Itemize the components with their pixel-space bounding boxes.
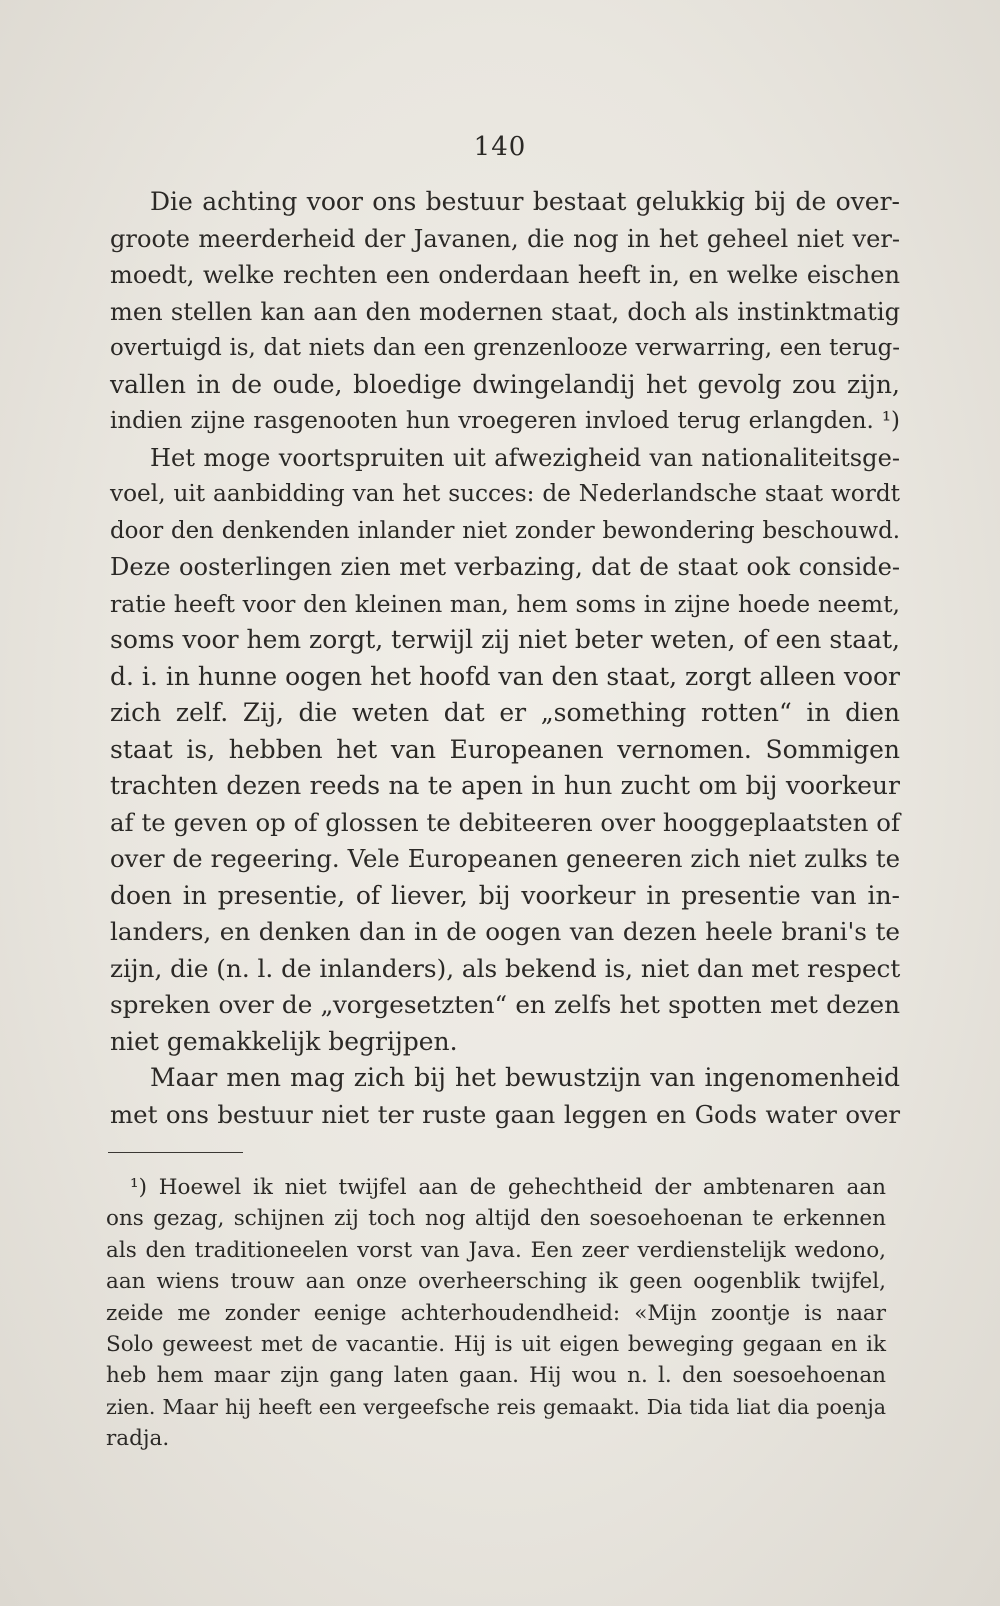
body-text <box>110 184 900 1133</box>
footnotes <box>106 1172 886 1455</box>
footnote-line: radja. <box>106 1426 170 1452</box>
footnote-line: ¹) Hoewel ik niet twijfel aan de gehechtheid der ambtenaren aan <box>130 1175 886 1200</box>
text-line: af te geven op of glossen te debiteeren over hooggeplaatsten of <box>110 807 900 837</box>
footnote-line: zien. Maar hij heeft een vergeefsche reis gemaakt. Dia tida liat dia poenja <box>106 1394 886 1419</box>
text-line: d. i. in hunne oogen het hoofd van den staat, zorgt alleen voor <box>110 661 900 691</box>
text-line: trachten dezen reeds na te apen in hun zucht om bij voorkeur <box>110 771 900 800</box>
text-line: soms voor hem zorgt, terwijl zij niet beter weten, of een staat, <box>110 625 900 654</box>
text-line: groote meerderheid der Javanen, die nog in het geheel niet ver- <box>110 224 900 253</box>
text-line: spreken over de „vorgesetzten“ en zelfs het spotten met dezen <box>110 990 900 1019</box>
text-line: niet gemakkelijk begrijpen. <box>110 1026 458 1056</box>
text-line: moedt, welke rechten een onderdaan heeft in, en welke eischen <box>110 261 900 289</box>
text-line: Die achting voor ons bestuur bestaat gelukkig bij de over- <box>150 187 900 216</box>
text-line: overtuigd is, dat niets dan een grenzenlooze verwarring, een terug- <box>110 335 900 361</box>
footnote-rule <box>108 1152 243 1153</box>
text-line: Maar men mag zich bij het bewustzijn van ingenomenheid <box>150 1063 900 1092</box>
text-line: Deze oosterlingen zien met verbazing, dat de staat ook conside- <box>110 553 900 581</box>
text-line: door den denkenden inlander niet zonder bewondering beschouwd. <box>110 517 900 544</box>
text-line: ratie heeft voor den kleinen man, hem soms in zijne hoede neemt, <box>110 589 900 618</box>
page-number: 140 <box>473 132 527 162</box>
text-line: met ons bestuur niet ter ruste gaan leggen en Gods water over <box>110 1099 900 1129</box>
text-line: men stellen kan aan den modernen staat, doch als instinktmatig <box>110 297 900 326</box>
footnote-line: als den traditioneelen vorst van Java. Een zeer verdienstelijk wedono, <box>106 1237 886 1263</box>
text-line: vallen in de oude, bloedige dwingelandij het gevolg zou zijn, <box>110 369 900 399</box>
footnote-line: heb hem maar zijn gang laten gaan. Hij wou n. l. den soesoehoenan <box>106 1363 886 1389</box>
text-line: landers, en denken dan in de oogen van dezen heele brani's te <box>110 917 900 946</box>
text-line: zijn, die (n. l. de inlanders), als bekend is, niet dan met respect <box>110 953 901 983</box>
text-line: Het moge voortspruiten uit afwezigheid van nationaliteitsge- <box>150 443 900 472</box>
footnote-line: aan wiens trouw aan onze overheersching ik geen oogenblik twijfel, <box>106 1269 886 1295</box>
text-line: over de regeering. Vele Europeanen geneeren zich niet zulks te <box>110 844 900 873</box>
footnote-line: ons gezag, schijnen zij toch nog altijd den soesoehoenan te erkennen <box>106 1206 886 1232</box>
footnote-line: zeide me zonder eenige achterhoudendheid: «Mijn zoontje is naar <box>106 1300 886 1326</box>
text-line: zich zelf. Zij, die weten dat er „something rotten“ in dien <box>110 698 900 727</box>
footnote-line: Solo geweest met de vacantie. Hij is uit eigen beweging gegaan en ik <box>106 1331 886 1357</box>
text-line: voel, uit aanbidding van het succes: de Nederlandsche staat wordt <box>110 480 900 507</box>
text-line: indien zijne rasgenooten hun vroegeren invloed terug erlangden. ¹) <box>110 408 900 434</box>
text-line: doen in presentie, of liever, bij voorkeur in presentie van in- <box>110 880 900 910</box>
text-line: staat is, hebben het van Europeanen vernomen. Sommigen <box>110 734 900 764</box>
